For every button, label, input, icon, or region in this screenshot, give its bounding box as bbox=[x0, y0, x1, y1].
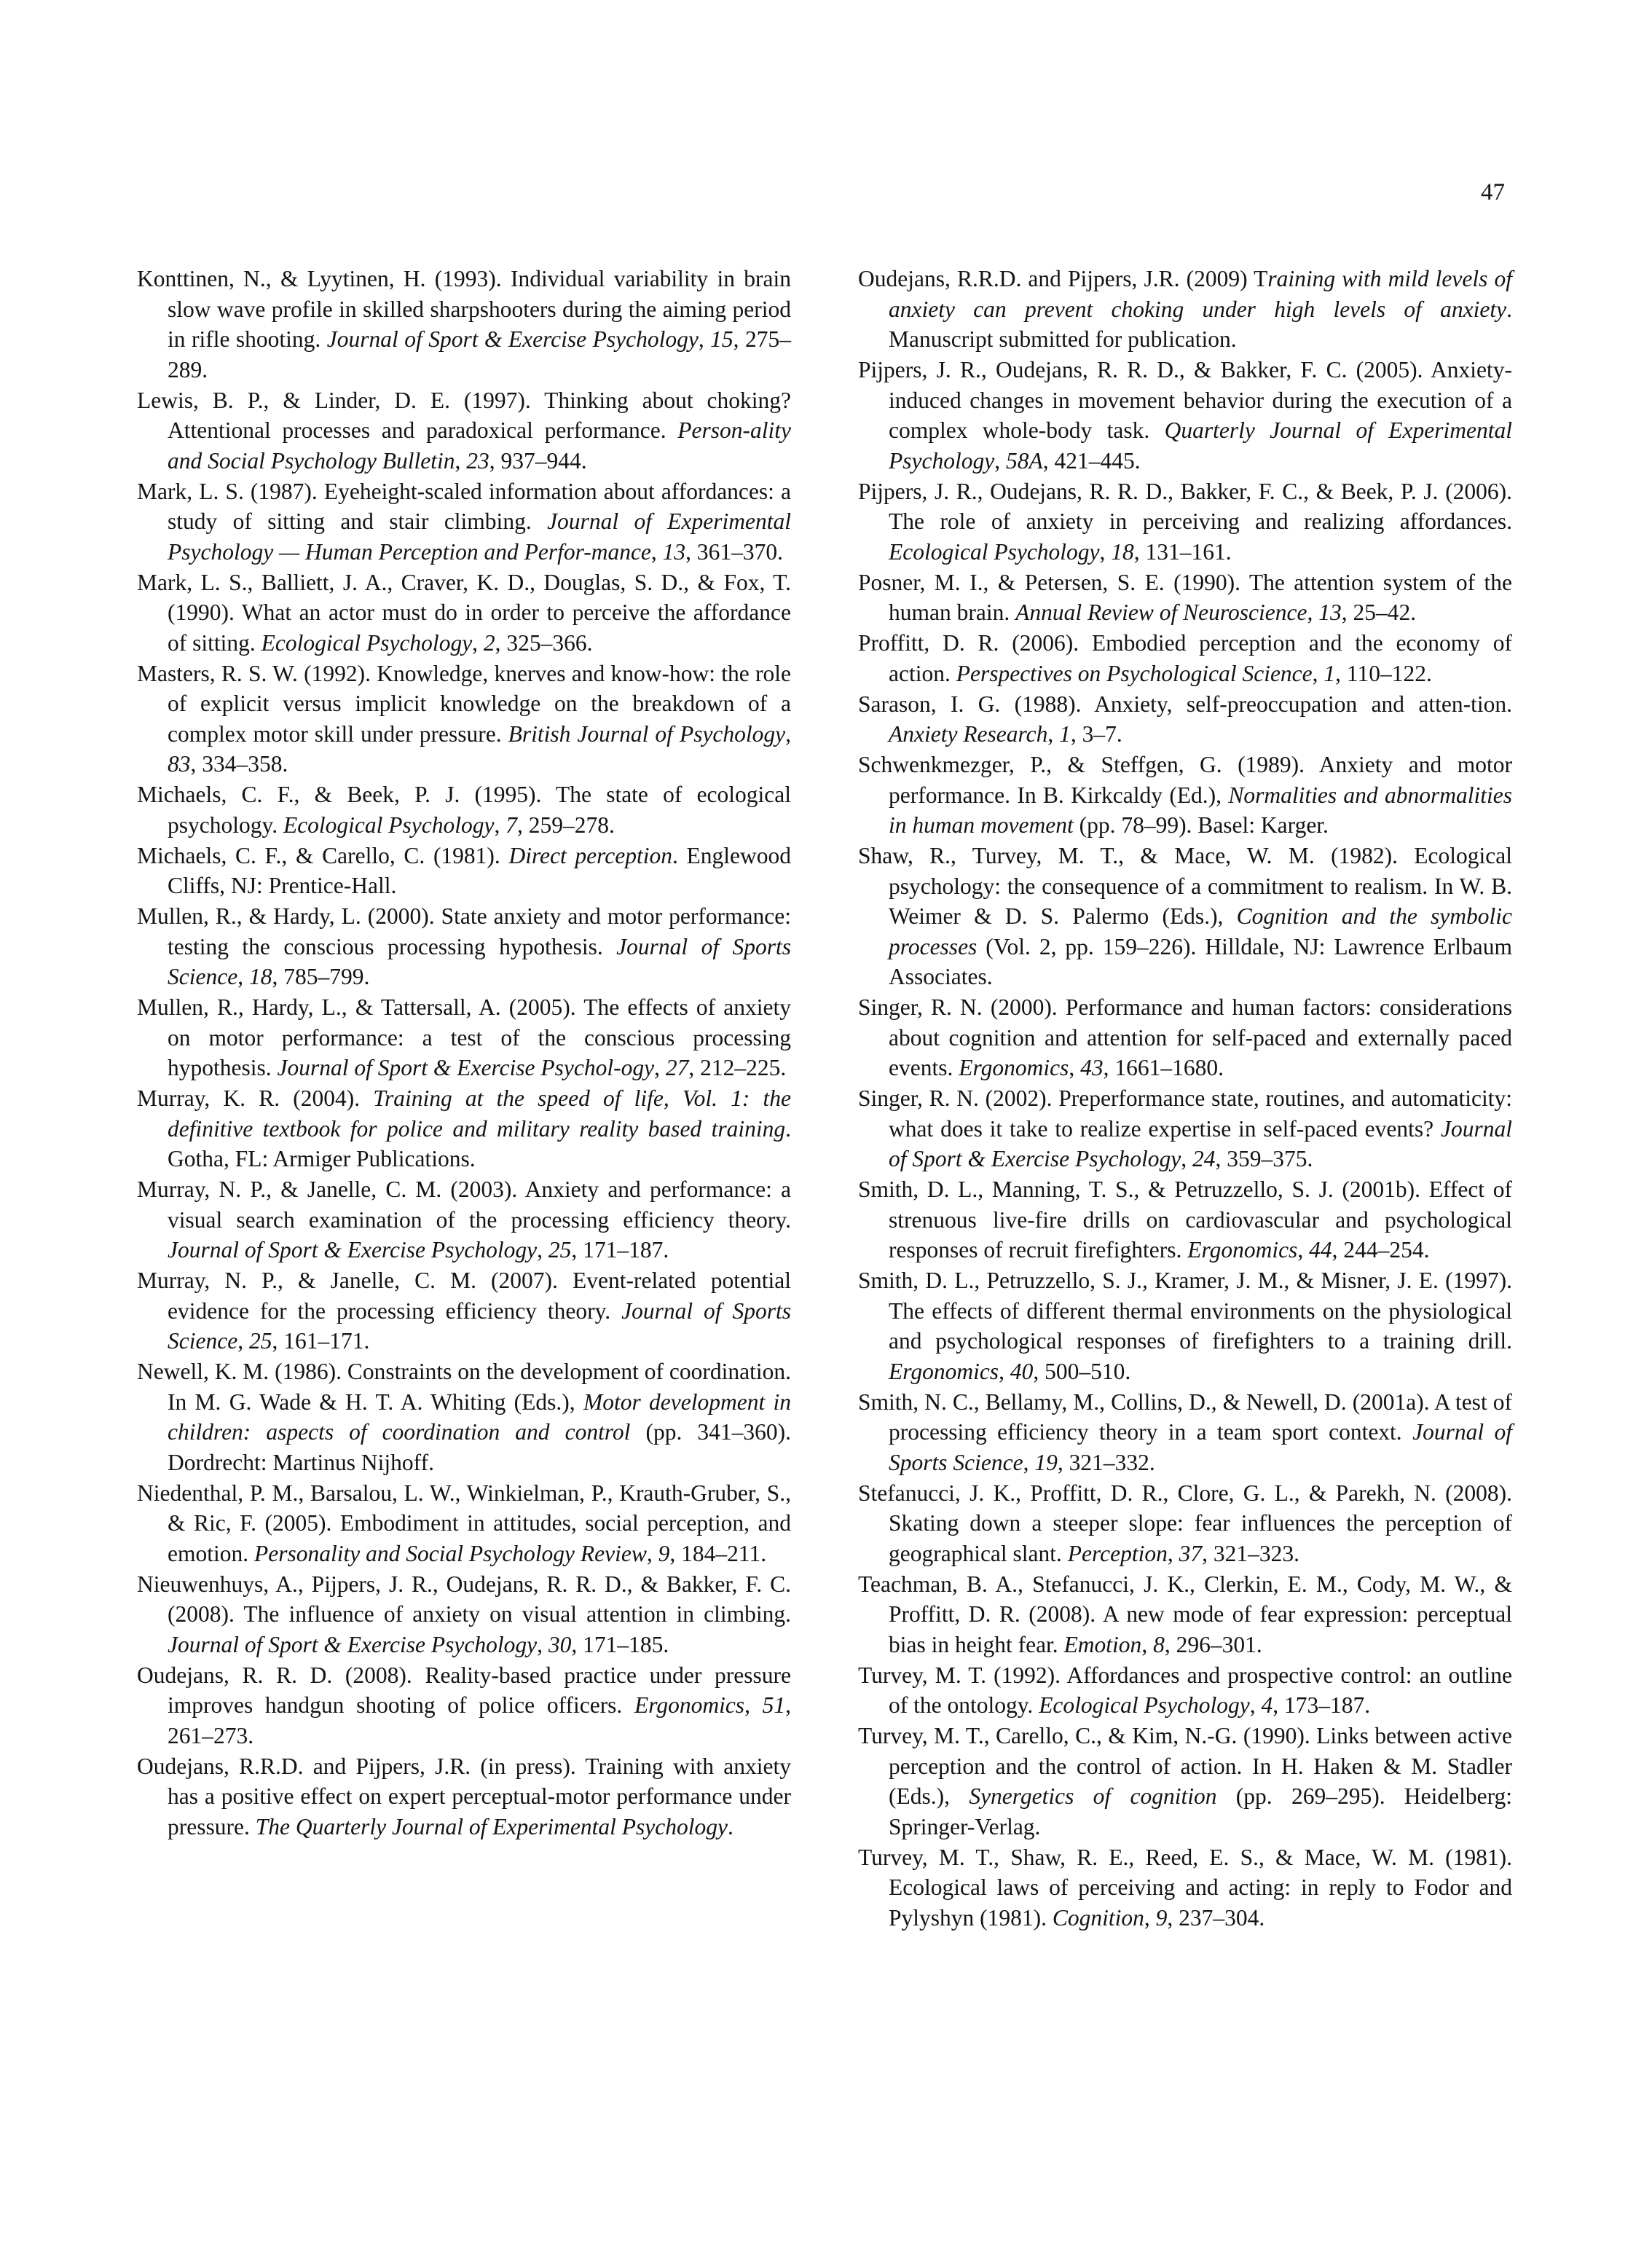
reference-authors: Turvey, M. T. (1992). Affordances and prospective control: an outline of the ontology. bbox=[858, 1662, 1512, 1718]
reference-authors: Teachman, B. A., Stefanucci, J. K., Clerkin, E. M., Cody, M. W., & Proffitt, D. R. (2008). A new mode of fear expression: perceptual bias in height fear. bbox=[858, 1571, 1512, 1657]
reference-source: Journal of Sport & Exercise Psychol-ogy bbox=[277, 1055, 655, 1080]
reference-volume: 19 bbox=[1034, 1449, 1058, 1475]
reference-volume: 83 bbox=[168, 751, 191, 777]
reference-detail: (Vol. 2, pp. 159–226). Hilldale, NJ: Lawrence Erlbaum Associates. bbox=[889, 933, 1512, 989]
reference-authors: Singer, R. N. (2000). Performance and human factors: considerations about cognition and attention for self-paced and externally paced events. bbox=[858, 994, 1512, 1080]
reference-source: Quarterly Journal of Experimental Psychology bbox=[889, 417, 1513, 474]
reference-source: Personality and Social Psychology Review bbox=[254, 1540, 647, 1566]
reference-entry bbox=[137, 780, 791, 840]
reference-detail: , bbox=[472, 629, 484, 656]
reference-source: Training at the speed of life, Vol. 1: the definitive textbook for police and military reality based training bbox=[168, 1085, 792, 1142]
reference-source: Journal of Sports Science bbox=[168, 933, 792, 989]
reference-detail: , bbox=[1047, 721, 1060, 747]
reference-entry bbox=[858, 1478, 1512, 1569]
reference-volume: 58A bbox=[1005, 447, 1043, 474]
reference-detail: , bbox=[1307, 600, 1319, 625]
reference-source: Emotion bbox=[1063, 1631, 1142, 1657]
reference-entry bbox=[137, 568, 791, 659]
reference-entry bbox=[137, 1751, 791, 1842]
reference-entry bbox=[858, 1265, 1512, 1386]
reference-detail: , bbox=[1069, 1055, 1081, 1080]
reference-detail: , bbox=[646, 1540, 658, 1566]
reference-volume: 40 bbox=[1010, 1358, 1034, 1384]
reference-source: Normalities and abnormalities in human movement bbox=[889, 782, 1512, 838]
reference-entry bbox=[137, 264, 791, 385]
reference-entry bbox=[858, 355, 1512, 476]
reference-authors: Smith, D. L., Manning, T. S., & Petruzzello, S. J. (2001b). Effect of strenuous live-fire drills on cardiovascular and psychological responses of recruit firefighters. bbox=[858, 1177, 1512, 1263]
reference-detail: , bbox=[698, 326, 711, 352]
reference-source: Person-ality and Social Psychology Bulletin bbox=[168, 417, 791, 474]
reference-volume: 18 bbox=[248, 964, 272, 989]
reference-source: British Journal of Psychology bbox=[508, 720, 786, 747]
reference-source: Perception bbox=[1067, 1540, 1168, 1566]
reference-source: The Quarterly Journal of Experimental Psychology bbox=[255, 1813, 728, 1839]
reference-pages: , 321–332. bbox=[1057, 1449, 1155, 1475]
reference-authors: Shaw, R., Turvey, M. T., & Mace, W. M. (1982). Ecological psychology: the consequence of a commitment to realism. In W. B. Weimer & D. S. Palermo (Eds.), bbox=[858, 843, 1512, 929]
reference-authors: Pijpers, J. R., Oudejans, R. R. D., & Bakker, F. C. (2005). Anxiety-induced changes in movement behavior during the execution of a complex whole-body task. bbox=[858, 357, 1512, 443]
reference-volume: 25 bbox=[548, 1237, 572, 1263]
reference-pages: , 500–510. bbox=[1033, 1358, 1131, 1384]
reference-detail: . Gotha, FL: Armiger Publications. bbox=[168, 1115, 791, 1171]
reference-detail: , bbox=[1312, 660, 1324, 686]
reference-entry bbox=[137, 659, 791, 780]
reference-pages: , 173–187. bbox=[1273, 1692, 1371, 1718]
reference-pages: , 244–254. bbox=[1332, 1237, 1430, 1263]
reference-authors: Nieuwenhuys, A., Pijpers, J. R., Oudejans, R. R. D., & Bakker, F. C. (2008). The influence of anxiety on visual attention in climbing. bbox=[137, 1571, 791, 1627]
reference-volume: 1 bbox=[1323, 660, 1336, 686]
reference-source: Ergonomics bbox=[959, 1055, 1069, 1080]
reference-pages: , 275–289. bbox=[168, 326, 792, 382]
reference-source: Journal of Sports Science bbox=[889, 1419, 1513, 1475]
reference-volume: 2 bbox=[483, 629, 495, 656]
reference-authors: Michaels, C. F., & Carello, C. (1981). bbox=[137, 842, 500, 868]
reference-detail: , bbox=[237, 1328, 249, 1354]
reference-pages: , 3–7. bbox=[1070, 721, 1122, 747]
reference-volume: 13 bbox=[662, 538, 686, 565]
reference-authors: Newell, K. M. (1986). Constraints on the development of coordination. In M. G. Wade & H. T. A. Whiting (Eds.), bbox=[137, 1359, 791, 1415]
reference-entry bbox=[858, 1660, 1512, 1721]
reference-source: Journal of Sports Science bbox=[168, 1297, 791, 1354]
reference-detail: , bbox=[1181, 1146, 1192, 1171]
reference-detail: , bbox=[455, 447, 467, 474]
reference-volume: 18 bbox=[1111, 538, 1134, 565]
reference-detail: , bbox=[1141, 1631, 1154, 1657]
reference-source: Journal of Experimental Psychology — Human Perception and Perfor-mance bbox=[168, 508, 792, 565]
reference-authors: Mark, L. S. (1987). Eyeheight-scaled information about affordances: a study of sitting and stair climbing. bbox=[137, 478, 791, 534]
reference-authors: Posner, M. I., & Petersen, S. E. (1990). The attention system of the human brain. bbox=[858, 569, 1512, 625]
reference-volume: 27 bbox=[665, 1055, 689, 1080]
reference-source: Journal of Sport & Exercise Psychology bbox=[889, 1115, 1512, 1171]
reference-pages: , 421–445. bbox=[1042, 447, 1141, 474]
reference-pages: , 259–278. bbox=[516, 812, 615, 838]
reference-volume: 9 bbox=[658, 1540, 670, 1566]
reference-pages: , 261–273. bbox=[168, 1692, 792, 1748]
reference-authors: Pijpers, J. R., Oudejans, R. R. D., Bakker, F. C., & Beek, P. J. (2006). The role of anxiety in perceiving and realizing affordances. bbox=[858, 478, 1512, 534]
reference-detail: , bbox=[994, 447, 1006, 474]
reference-detail: , bbox=[785, 720, 792, 747]
reference-pages: , 171–185. bbox=[571, 1631, 669, 1657]
reference-authors: Singer, R. N. (2002). Preperformance state, routines, and automaticity: what does it take to realize expertise in self-paced events? bbox=[858, 1085, 1512, 1142]
reference-authors: Lewis, B. P., & Linder, D. E. (1997). Thinking about choking? Attentional processes and paradoxical performance. bbox=[137, 387, 791, 443]
reference-entry bbox=[858, 992, 1512, 1083]
reference-entry bbox=[137, 901, 791, 992]
reference-volume: 15 bbox=[710, 326, 733, 352]
reference-authors: Proffitt, D. R. (2006). Embodied perception and the economy of action. bbox=[858, 630, 1512, 686]
reference-source: Cognition and the symbolic processes bbox=[889, 903, 1513, 959]
reference-detail: , bbox=[1099, 538, 1112, 565]
reference-pages: , 161–171. bbox=[272, 1328, 370, 1354]
reference-entry bbox=[137, 385, 791, 476]
reference-detail: (pp. 269–295). Heidelberg: Springer-Verlag. bbox=[889, 1783, 1513, 1839]
reference-source: Journal of Sport & Exercise Psychology bbox=[326, 326, 699, 352]
reference-entry bbox=[137, 1569, 791, 1660]
reference-authors: Smith, D. L., Petruzzello, S. J., Kramer, J. M., & Misner, J. E. (1997). The effects of different thermal environments on the physiological and psychological responses of firefighters to a training drill. bbox=[858, 1268, 1512, 1354]
reference-detail: , bbox=[1297, 1237, 1310, 1263]
reference-source: Ecological Psychology bbox=[889, 538, 1100, 565]
reference-source: Journal of Sport & Exercise Psychology bbox=[168, 1237, 538, 1263]
reference-authors: Turvey, M. T., Shaw, R. E., Reed, E. S., & Mace, W. M. (1981). Ecological laws of perceiving and acting: in reply to Fodor and Pylyshyn (1981). bbox=[858, 1844, 1512, 1931]
reference-entry bbox=[858, 689, 1512, 750]
reference-pages: , 184–211. bbox=[669, 1540, 767, 1566]
reference-pages: , 937–944. bbox=[489, 447, 587, 474]
reference-source: Cognition bbox=[1052, 1904, 1144, 1931]
reference-detail: (pp. 341–360). Dordrecht: Martinus Nijhoff. bbox=[168, 1419, 791, 1475]
reference-pages: , 359–375. bbox=[1215, 1146, 1313, 1171]
reference-entry bbox=[858, 476, 1512, 568]
reference-volume: 43 bbox=[1080, 1055, 1104, 1080]
reference-authors: Mullen, R., & Hardy, L. (2000). State anxiety and motor performance: testing the conscious processing hypothesis. bbox=[137, 903, 791, 959]
reference-volume: 44 bbox=[1309, 1237, 1332, 1263]
reference-entry bbox=[137, 841, 791, 901]
reference-entry bbox=[858, 1387, 1512, 1478]
reference-volume: 37 bbox=[1179, 1540, 1203, 1566]
reference-pages: , 131–161. bbox=[1133, 538, 1232, 565]
reference-pages: , 296–301. bbox=[1164, 1631, 1262, 1657]
reference-volume: 51 bbox=[762, 1692, 786, 1718]
reference-authors: Masters, R. S. W. (1992). Knowledge, knerves and know-how: the role of explicit versus implicit knowledge on the breakdown of a complex motor skill under pressure. bbox=[137, 660, 791, 747]
reference-volume: 13 bbox=[1318, 600, 1342, 625]
reference-detail: , bbox=[1144, 1904, 1156, 1931]
reference-source: Direct perception bbox=[508, 842, 672, 868]
reference-entry bbox=[137, 992, 791, 1083]
reference-pages: , 25–42. bbox=[1341, 600, 1417, 625]
reference-entry bbox=[137, 1660, 791, 1751]
reference-authors: Michaels, C. F., & Beek, P. J. (1995). The state of ecological psychology. bbox=[137, 782, 791, 838]
reference-detail: , bbox=[537, 1237, 548, 1263]
reference-entry bbox=[858, 568, 1512, 628]
reference-detail: . Englewood Cliffs, NJ: Prentice-Hall. bbox=[168, 842, 791, 898]
reference-entry bbox=[137, 1356, 791, 1477]
reference-detail: , bbox=[1167, 1540, 1179, 1566]
reference-entry bbox=[137, 476, 791, 568]
reference-entry bbox=[858, 1842, 1512, 1933]
reference-detail: , bbox=[744, 1692, 763, 1718]
reference-pages: , 237–304. bbox=[1167, 1904, 1265, 1931]
reference-authors: Stefanucci, J. K., Proffitt, D. R., Clore, G. L., & Parekh, N. (2008). Skating down a steeper slope: fear influences the perception of geographical slant. bbox=[858, 1480, 1512, 1566]
reference-authors: Oudejans, R. R. D. (2008). Reality-based practice under pressure improves handgun shooting of police officers. bbox=[137, 1662, 791, 1718]
reference-source: Ergonomics bbox=[1187, 1237, 1298, 1263]
reference-authors: Schwenkmezger, P., & Steffgen, G. (1989). Anxiety and motor performance. In B. Kirkcaldy (Ed.), bbox=[858, 752, 1512, 808]
reference-pages: , 1661–1680. bbox=[1103, 1055, 1224, 1080]
reference-authors: Niedenthal, P. M., Barsalou, L. W., Winkielman, P., Krauth-Gruber, S., & Ric, F. (2005). Embodiment in attitudes, social perception, and emotion. bbox=[137, 1480, 791, 1566]
reference-authors: Oudejans, R.R.D. and Pijpers, J.R. (2009) T bbox=[858, 266, 1268, 291]
reference-source: Journal of Sport & Exercise Psychology bbox=[168, 1631, 538, 1657]
reference-entry bbox=[137, 1174, 791, 1265]
reference-detail: , bbox=[654, 1055, 666, 1080]
reference-authors: Murray, N. P., & Janelle, C. M. (2007). Event-related potential evidence for the processing efficiency theory. bbox=[137, 1268, 791, 1324]
reference-source: Ecological Psychology bbox=[283, 812, 495, 838]
reference-column-right bbox=[858, 264, 1512, 1933]
reference-entry bbox=[858, 1083, 1512, 1174]
reference-volume: 25 bbox=[248, 1328, 272, 1354]
reference-volume: 7 bbox=[506, 812, 517, 838]
reference-volume: 23 bbox=[466, 447, 489, 474]
reference-authors: Oudejans, R.R.D. and Pijpers, J.R. (in press). Training with anxiety has a positive effect on expert perceptual-motor performance under pressure. bbox=[137, 1753, 791, 1839]
reference-authors: Smith, N. C., Bellamy, M., Collins, D., & Newell, D. (2001a). A test of processing efficiency theory in a team sport context. bbox=[858, 1389, 1512, 1445]
reference-authors: Murray, N. P., & Janelle, C. M. (2003). Anxiety and performance: a visual search examination of the processing efficiency theory. bbox=[137, 1177, 791, 1233]
reference-pages: , 212–225. bbox=[688, 1055, 787, 1080]
reference-detail: , bbox=[237, 964, 249, 989]
reference-source: Synergetics of cognition bbox=[969, 1783, 1217, 1809]
reference-detail: , bbox=[650, 538, 663, 565]
reference-authors: Murray, K. R. (2004). bbox=[137, 1085, 361, 1111]
reference-entry bbox=[137, 1265, 791, 1356]
reference-detail: (pp. 78–99). Basel: Karger. bbox=[1073, 812, 1329, 838]
reference-entry bbox=[137, 1083, 791, 1174]
reference-source: raining with mild levels of anxiety can prevent choking under high levels of anxiety bbox=[889, 266, 1512, 322]
reference-entry bbox=[858, 628, 1512, 688]
reference-volume: 30 bbox=[548, 1631, 572, 1657]
reference-source: Annual Review of Neuroscience bbox=[1015, 600, 1307, 625]
reference-detail: . bbox=[727, 1813, 733, 1839]
reference-pages: , 321–323. bbox=[1202, 1540, 1299, 1566]
reference-source: Ergonomics bbox=[889, 1358, 999, 1384]
reference-source: Anxiety Research bbox=[889, 721, 1048, 747]
reference-detail: , bbox=[494, 812, 506, 838]
reference-volume: 8 bbox=[1153, 1631, 1165, 1657]
reference-pages: , 171–187. bbox=[571, 1237, 669, 1263]
reference-entry bbox=[858, 1174, 1512, 1265]
reference-pages: , 334–358. bbox=[190, 751, 288, 777]
reference-authors: Konttinen, N., & Lyytinen, H. (1993). Individual variability in brain slow wave profile in skilled sharpshooters during the aiming period in rifle shooting. bbox=[137, 266, 791, 352]
reference-volume: 24 bbox=[1192, 1146, 1216, 1171]
reference-pages: , 325–366. bbox=[495, 629, 593, 656]
reference-pages: , 361–370. bbox=[685, 538, 784, 565]
reference-source: Perspectives on Psychological Science bbox=[956, 660, 1313, 686]
page-number: 47 bbox=[1481, 179, 1505, 205]
reference-entry bbox=[858, 841, 1512, 992]
reference-authors: Turvey, M. T., Carello, C., & Kim, N.-G. (1990). Links between active perception and the control of action. In H. Haken & M. Stadler (Eds.), bbox=[858, 1723, 1512, 1809]
reference-volume: 1 bbox=[1059, 721, 1071, 747]
reference-entry bbox=[858, 1721, 1512, 1842]
reference-detail: , bbox=[1249, 1692, 1262, 1718]
reference-column-left bbox=[137, 264, 791, 1842]
reference-volume: 9 bbox=[1155, 1904, 1168, 1931]
reference-source: Motor development in children: aspects of coordination and control bbox=[168, 1389, 792, 1445]
reference-source: Ergonomics bbox=[634, 1692, 745, 1718]
reference-entry bbox=[858, 750, 1512, 841]
reference-entry bbox=[137, 1478, 791, 1569]
reference-authors: Mark, L. S., Balliett, J. A., Craver, K. D., Douglas, S. D., & Fox, T. (1990). What an actor must do in order to perceive the affordance of sitting. bbox=[137, 569, 791, 656]
reference-authors: Mullen, R., Hardy, L., & Tattersall, A. (2005). The effects of anxiety on motor performance: a test of the conscious processing hypothesis. bbox=[137, 994, 791, 1080]
reference-pages: , 785–799. bbox=[272, 964, 370, 989]
reference-detail: , bbox=[1023, 1449, 1035, 1475]
reference-detail: , bbox=[999, 1358, 1010, 1384]
reference-pages: , 110–122. bbox=[1335, 660, 1432, 686]
reference-volume: 4 bbox=[1261, 1692, 1273, 1718]
reference-detail: . Manuscript submitted for publication. bbox=[889, 296, 1512, 352]
reference-entry bbox=[858, 1569, 1512, 1660]
reference-detail: , bbox=[537, 1631, 548, 1657]
reference-source: Ecological Psychology bbox=[1039, 1692, 1250, 1718]
reference-entry bbox=[858, 264, 1512, 355]
reference-source: Ecological Psychology bbox=[261, 629, 473, 656]
reference-authors: Sarason, I. G. (1988). Anxiety, self-preoccupation and atten-tion. bbox=[858, 691, 1512, 717]
